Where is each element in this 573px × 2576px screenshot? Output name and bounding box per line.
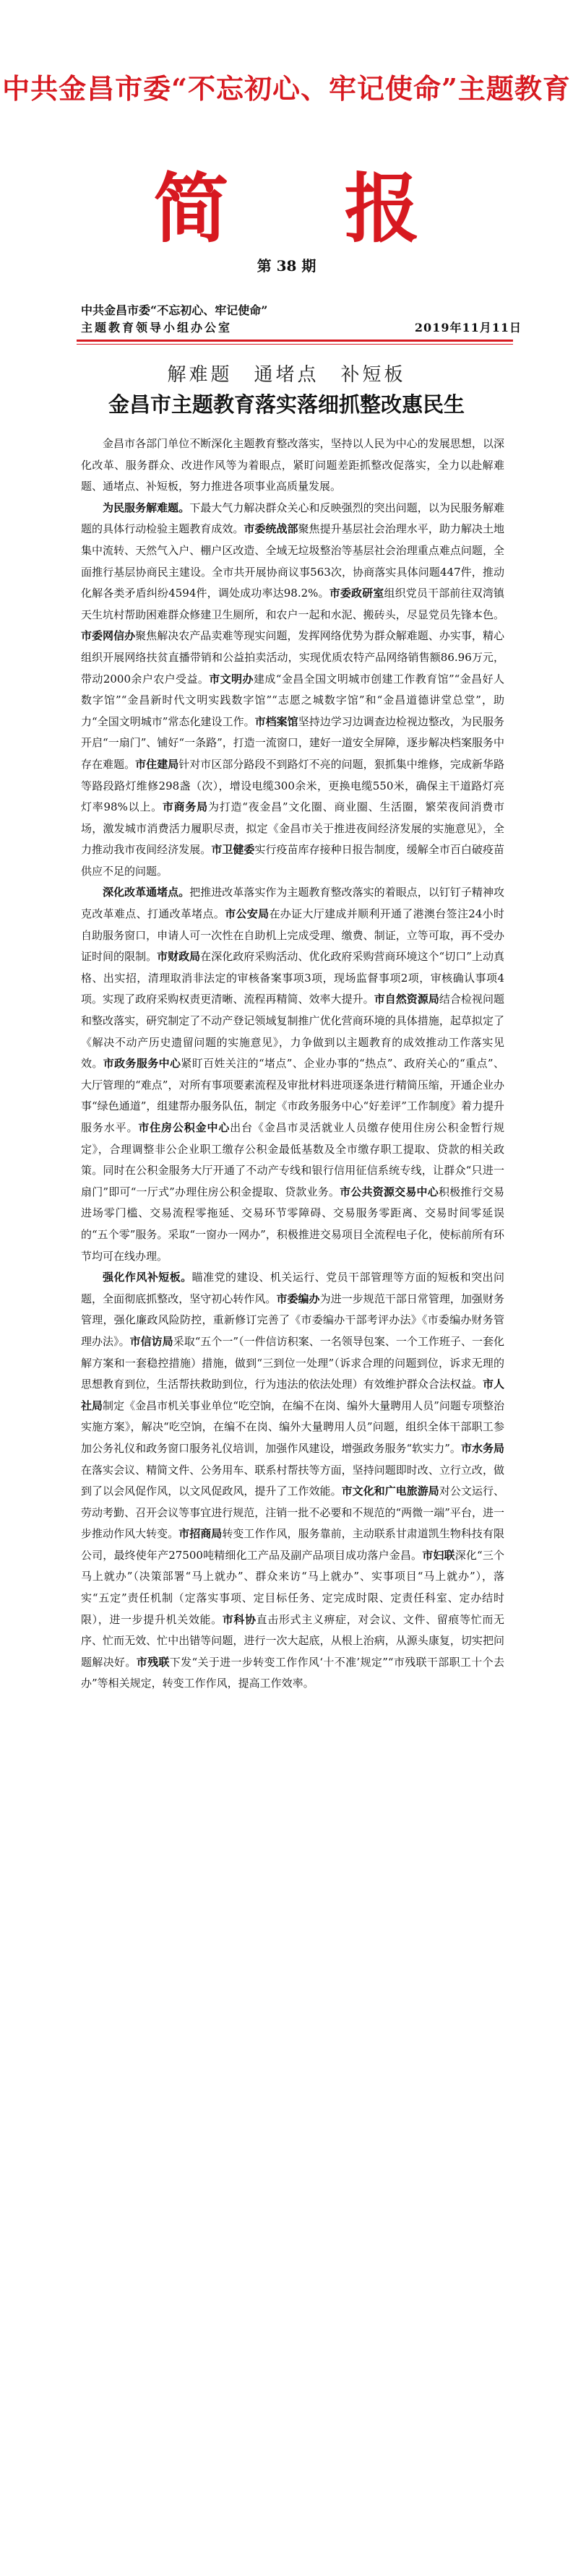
unit-name: 市卫健委 (211, 843, 255, 857)
paragraph-style (81, 1267, 504, 1695)
unit-name: 市公共资源交易中心 (340, 1185, 439, 1198)
unit-name: 市住房公积金中心 (138, 1121, 231, 1134)
section-heading: 深化改革通堵点。 (103, 886, 190, 899)
unit-name: 市住建局 (135, 757, 179, 771)
issue-date: 2019年11月11日 (414, 321, 522, 334)
section-heading: 强化作风补短板。 (103, 1271, 192, 1284)
paragraph-text: 组织党员干部前往双湾镇天生坑村帮助困难群众修建卫生厕所，和农户一起和水泥、搬砖头，尽显党员先锋本色。 (81, 587, 504, 621)
paragraph-text: 坚持边学习边调查边检视边整改，为民服务开启“一扇门”、铺好“一条路”，打造一流窗口，建好一道安全屏障，逐步解决档案服务中存在难题。 (81, 714, 504, 771)
unit-name: 市水务局 (460, 1441, 504, 1455)
unit-name: 市政务服务中心 (103, 1057, 181, 1071)
paragraph-text: 深化“三个马上就办”（决策部署“马上就办”、群众来访“马上就办”、实事项目“马上就办”），落实“五定”责任机制（定落实事项、定目标任务、定完成时限、定责任科室、定办结时限），进一步提升机关效能。 (81, 1548, 504, 1626)
paragraph-text: 针对市区部分路段不到路灯不亮的问题，狠抓集中维修，完成新华路等路段路灯维修298盏（次），增设电缆300余米，更换电缆550米，确保主干道路灯亮灯率98%以上。 (81, 757, 504, 814)
unit-name: 市科协 (222, 1612, 257, 1626)
unit-name: 市档案馆 (254, 714, 298, 728)
paragraph-text: 采取“五个一”（一件信访积案、一名领导包案、一个工作班子、一套化解方案和一套稳控措施）措施，做到“三到位一处理”（诉求合理的问题到位，诉求无理的思想教育到位，生活帮扶救助到位，行为违法的依法处理）有效维护群众合法权益。 (81, 1334, 504, 1391)
article-body (81, 433, 504, 1695)
paragraph-text: 制定《金昌市机关事业单位“吃空饷，在编不在岗、编外大量聘用人员”问题专项整治实施方案》，解决“吃空饷，在编不在岗、编外大量聘用人员”问题，组织全体干部职工参加公务礼仪和政务窗口服务礼仪培训，加强作风建设，增强政务服务“软实力”。 (81, 1399, 504, 1455)
paragraph-text: 结合检视问题和整改落实，研究制定了不动产登记领域复制推广优化营商环境的具体措施，起草拟定了《解决不动产历史遗留问题的实施意见》，力争做到以主题教育的成效推动工作落实见效。 (81, 993, 504, 1071)
unit-name: 市人社局 (81, 1378, 504, 1412)
paragraph-reform (81, 882, 504, 1267)
paragraph-text: 为打造“夜金昌”文化圈、商业圈、生活圈，繁荣夜间消费市场，激发城市消费活力履职尽责，拟定《金昌市关于推进夜间经济发展的实施意见》，全力推动我市夜间经济发展。 (81, 800, 504, 857)
banner-title: 中共金昌市委“不忘初心、牢记使命”主题教育 (2, 72, 571, 105)
paragraph-text: 在落实会议、精简文件、公务用车、联系村帮扶等方面，坚持问题即时改、立行立改，做到了以会风促作风，以文风促政风，提升了工作效能。 (81, 1463, 504, 1498)
unit-name: 市文明办 (209, 672, 254, 686)
paragraph-service (81, 498, 504, 883)
paragraph-text: 在办证大厅建成并顺利开通了港澳台签注24小时自助服务窗口，申请人可一次性在自助机上完成受理、缴费、制证，立等可取，再不受办证时间的限制。 (81, 907, 504, 964)
paragraph-text: 下发“关于进一步转变工作作风‘十不准’规定”“市残联干部职工十个去办”等相关规定，转变工作作风，提高工作效率。 (81, 1655, 504, 1690)
paragraph-text: 积极推行交易进场零门槛、交易流程零拖延、交易环节零障碍、交易服务零距离、交易时间零延误的“五个零”服务。采取“一窗办一网办”，积极推进交易项目全流程电子化，使标前所有环节均可在线办理。 (81, 1185, 504, 1263)
issuer-block (81, 302, 522, 337)
paragraph-text: 为进一步规范干部日常管理，加强财务管理，强化廉政风险防控，重新修订完善了《市委编办干部考评办法》《市委编办财务管理办法》。 (81, 1292, 504, 1348)
article-title: 金昌市主题教育落实落细抓整改惠民生 (108, 392, 465, 417)
unit-name: 市招商局 (178, 1527, 223, 1541)
paragraph-text: 聚焦提升基层社会治理水平，助力解决土地集中流转、天然气入户、棚户区改造、全域无垃圾整治等基层社会治理重点难点问题，全面推行基层协商民主建设。全市共开展协商议事563次，协商落实具体问题447件，推动化解各类矛盾纠纷4594件，调处成功率达98.2%。 (81, 522, 504, 600)
unit-name: 市自然资源局 (374, 993, 439, 1006)
unit-name: 市委编办 (276, 1292, 320, 1305)
unit-name: 市公安局 (225, 907, 270, 921)
unit-name: 市委网信办 (81, 629, 136, 643)
unit-name: 市文化和广电旅游局 (341, 1484, 439, 1498)
unit-name: 市委统战部 (244, 522, 298, 536)
paragraph-text: 聚焦解决农产品卖难等现实问题，发挥网络优势为群众解难题、办实事，精心组织开展网络扶贫直播带销和公益拍卖活动，实现优质农特产品网络销售额86.96万元，带动2000余户农户受益。 (81, 629, 504, 686)
red-divider-thick (77, 340, 513, 342)
paragraph-text: 直击形式主义痹症，对会议、文件、留痕等忙而无序、忙而无效、忙中出错等问题，进行一次大起底，从根上治病，从源头康复，切实把问题解决好。 (81, 1612, 504, 1669)
unit-name: 市财政局 (157, 950, 201, 964)
intro-paragraph: 金昌市各部门单位不断深化主题教育整改落实，坚持以人民为中心的发展思想，以深化改革、服务群众、改进作风等为着眼点，紧盯问题差距抓整改促落实，全力以赴解难题、通堵点、补短板，努力推进各项事业高质量发展。 (81, 437, 504, 493)
paragraph-text: 对公文运行、劳动考勤、召开会议等事宜进行规范，注销一批不必要和不规范的“两微一端”平台，进一步推动作风大转变。 (81, 1484, 504, 1541)
paragraph-text: 转变工作作风，服务靠前，主动联系甘肃道凯生物科技有限公司，最终使年产27500吨精细化工产品及副产品项目成功落户金昌。 (81, 1527, 504, 1562)
paragraph-text: 建成“金昌全国文明城市创建工作教育馆”“金昌好人数字馆”“金昌新时代文明实践数字馆”“志愿之城数字馆”和“金昌道德讲堂总堂”，助力“全国文明城市”常态化建设工作。 (81, 672, 504, 728)
masthead: 简 报 (153, 164, 465, 253)
unit-name: 市商务局 (162, 800, 208, 814)
paragraph-text: 实行疫苗库存接种日报告制度，缓解全市百白破疫苗供应不足的问题。 (81, 843, 504, 878)
issue-number: 第 38 期 (257, 257, 316, 275)
section-heading: 为民服务解难题。 (103, 501, 190, 514)
article-subtitle: 解难题 通堵点 补短板 (167, 364, 406, 386)
unit-name: 市信访局 (129, 1334, 173, 1348)
issuer-line-2: 主题教育领导小组办公室 (81, 321, 233, 334)
unit-name: 市妇联 (422, 1548, 455, 1562)
paragraph-text: 瞄准党的建设、机关运行、党员干部管理等方面的短板和突出问题，全面彻底抓整改，坚守初心转作风。 (81, 1271, 504, 1305)
paragraph-text: 出台《金昌市灵活就业人员缴存使用住房公积金暂行规定》，合理调整非公企业职工缴存公积金最低基数及全市缴存职工提取、贷款的相关政策。同时在公积金服务大厅开通了不动产专线和银行信用征信系统专线，让群众“只进一扇门”即可“一厅式”办理住房公积金提取、贷款业务。 (81, 1121, 504, 1198)
paragraph-text: 把推进改革落实作为主题教育整改落实的着眼点，以钉钉子精神攻克改革难点、打通改革堵点。 (81, 886, 504, 921)
paragraph-text: 在深化政府采购活动、优化政府采购营商环境这个“切口”上动真格、出实招，清理取消非法定的审核备案事项3项，现场监督事项2项，审核确认事项4项。实现了政府采购权责更清晰、流程再精简、效率大提升。 (81, 950, 504, 1006)
paragraph-text: 下最大气力解决群众关心和反映强烈的突出问题，以为民服务解难题的具体行动检验主题教育成效。 (81, 501, 504, 536)
issuer-line-1: 中共金昌市委“不忘初心、牢记使命” (81, 303, 268, 317)
unit-name: 市残联 (136, 1655, 170, 1669)
unit-name: 市委政研室 (329, 587, 384, 600)
paragraph-text: 紧盯百姓关注的“堵点”、企业办事的“热点”、政府关心的“重点”、大厅管理的“难点”，对所有事项要素流程及审批材料进项逐条进行精简压缩，开通企业办事“绿色通道”，组建帮办服务队伍，制定《市政务服务中心“好差评”工作制度》着力提升服务水平。 (81, 1057, 504, 1134)
red-divider-thin (77, 344, 513, 345)
